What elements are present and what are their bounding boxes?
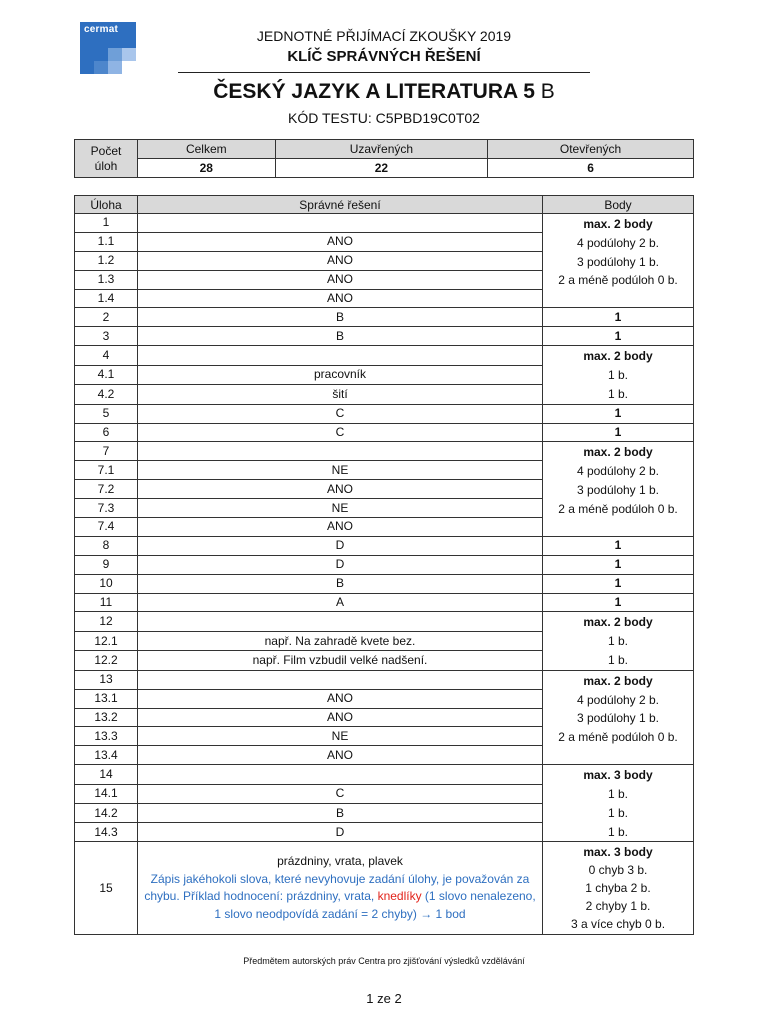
page-number: 1 ze 2 (366, 991, 402, 1006)
table-row: 6 C 1 (75, 423, 694, 442)
table-row: 7.1 NE (75, 461, 694, 480)
points-cell: max. 2 body 4 podúlohy 2 b. 3 podúlohy 1 b. 2 a méně podúloh 0 b. (543, 670, 694, 764)
table-row: 7 max. 2 body 4 podúlohy 2 b. 3 podúlohy 1 b. 2 a méně podúloh 0 b. (75, 442, 694, 461)
table-row: 14.2 B (75, 803, 694, 822)
points-cell: max. 2 body 4 podúlohy 2 b. 3 podúlohy 1 b. 2 a méně podúloh 0 b. (543, 442, 694, 536)
table-row: 5 C 1 (75, 404, 694, 423)
table-row: 13.1 ANO (75, 689, 694, 708)
count-closed: 22 (275, 159, 487, 178)
table-row (75, 842, 694, 935)
solution-cell-15 (138, 842, 543, 935)
logo-text: cermat (84, 24, 118, 35)
test-code: KÓD TESTU: C5PBD19C0T02 (288, 110, 480, 126)
scoring-note: Zápis jakéhokoli slova, které nevyhovuje zadání úlohy, je považován za chybu. Příklad hodnocení: prázdniny, vrata, knedlíky (1 slovo nenalezeno, 1 slovo neodpovídá zadání = 2 chyby) → 1 bod (144, 871, 536, 921)
table-row: 7.2 ANO (75, 480, 694, 499)
table-row: 9 D 1 (75, 555, 694, 574)
table-row: 14 max. 3 body 1 b. 1 b. 1 b. (75, 765, 694, 784)
points-cell: max. 2 body 1 b. 1 b. (543, 612, 694, 670)
table-row: 1.4 ANO (75, 289, 694, 308)
points-cell: max. 3 body 0 chyb 3 b. 1 chyba 2 b. 2 chyby 1 b. 3 a více chyb 0 b. (543, 842, 694, 935)
page-title (0, 80, 768, 104)
table-row: 4.2 šití (75, 385, 694, 404)
table-row: 1.2 ANO (75, 251, 694, 270)
table-row: 7.3 NE (75, 499, 694, 518)
table-row: 8 D 1 (75, 536, 694, 555)
table-row: 13.2 ANO (75, 708, 694, 727)
col-header-solution: Správné řešení (138, 196, 543, 214)
solution-cell (138, 214, 543, 233)
table-row: 4.1 pracovník (75, 365, 694, 384)
table-row: 12.1 např. Na zahradě kvete bez. (75, 631, 694, 650)
key-title: KLÍČ SPRÁVNÝCH ŘEŠENÍ (287, 48, 481, 65)
points-cell: max. 2 body 4 podúlohy 2 b. 3 podúlohy 1 b. 2 a méně podúloh 0 b. (543, 214, 694, 308)
table-row: 12.2 např. Film vzbudil velké nadšení. (75, 651, 694, 670)
table-row: 12 max. 2 body 1 b. 1 b. (75, 612, 694, 631)
col-header-task: Úloha (75, 196, 138, 214)
table-row: 1.3 ANO (75, 270, 694, 289)
answer-key-table (74, 195, 694, 935)
table-row: 14.1 C (75, 784, 694, 803)
table-row: 1.1 ANO (75, 232, 694, 251)
table-row: 11 A 1 (75, 593, 694, 612)
table-row: 13.3 NE (75, 727, 694, 746)
count-total: 28 (138, 159, 276, 178)
table-row: 13 max. 2 body 4 podúlohy 2 b. 3 podúlohy 1 b. 2 a méně podúloh 0 b. (75, 670, 694, 689)
highlighted-word: knedlíky (377, 889, 422, 904)
table-row: 13.4 ANO (75, 746, 694, 765)
task-count-table (74, 139, 694, 178)
count-label: Počet úloh (75, 140, 138, 178)
copyright-notice: Předmětem autorských práv Centra pro zjišťování výsledků vzdělávání (243, 956, 525, 966)
count-header-closed: Uzavřených (275, 140, 487, 159)
variant-letter: B (540, 80, 555, 103)
count-header-open: Otevřených (488, 140, 694, 159)
solution-15: prázdniny, vrata, plavek (277, 854, 403, 869)
header-divider (178, 72, 590, 73)
table-row (75, 214, 694, 233)
task-number: 15 (75, 842, 138, 935)
points-cell: max. 2 body 1 b. 1 b. (543, 346, 694, 404)
table-row: 4 max. 2 body 1 b. 1 b. (75, 346, 694, 365)
table-row: 7.4 ANO (75, 517, 694, 536)
table-row: 14.3 D (75, 823, 694, 842)
col-header-points: Body (543, 196, 694, 214)
task-number: 1 (75, 214, 138, 233)
points-cell: max. 3 body 1 b. 1 b. 1 b. (543, 765, 694, 842)
table-row: 2 B 1 (75, 308, 694, 327)
table-row: 3 B 1 (75, 327, 694, 346)
table-row: 10 B 1 (75, 574, 694, 593)
count-header-total: Celkem (138, 140, 276, 159)
count-open: 6 (488, 159, 694, 178)
exam-name: JEDNOTNÉ PŘIJÍMACÍ ZKOUŠKY 2019 (256, 28, 512, 44)
subject-title: ČESKÝ JAZYK A LITERATURA 5 (213, 80, 535, 103)
